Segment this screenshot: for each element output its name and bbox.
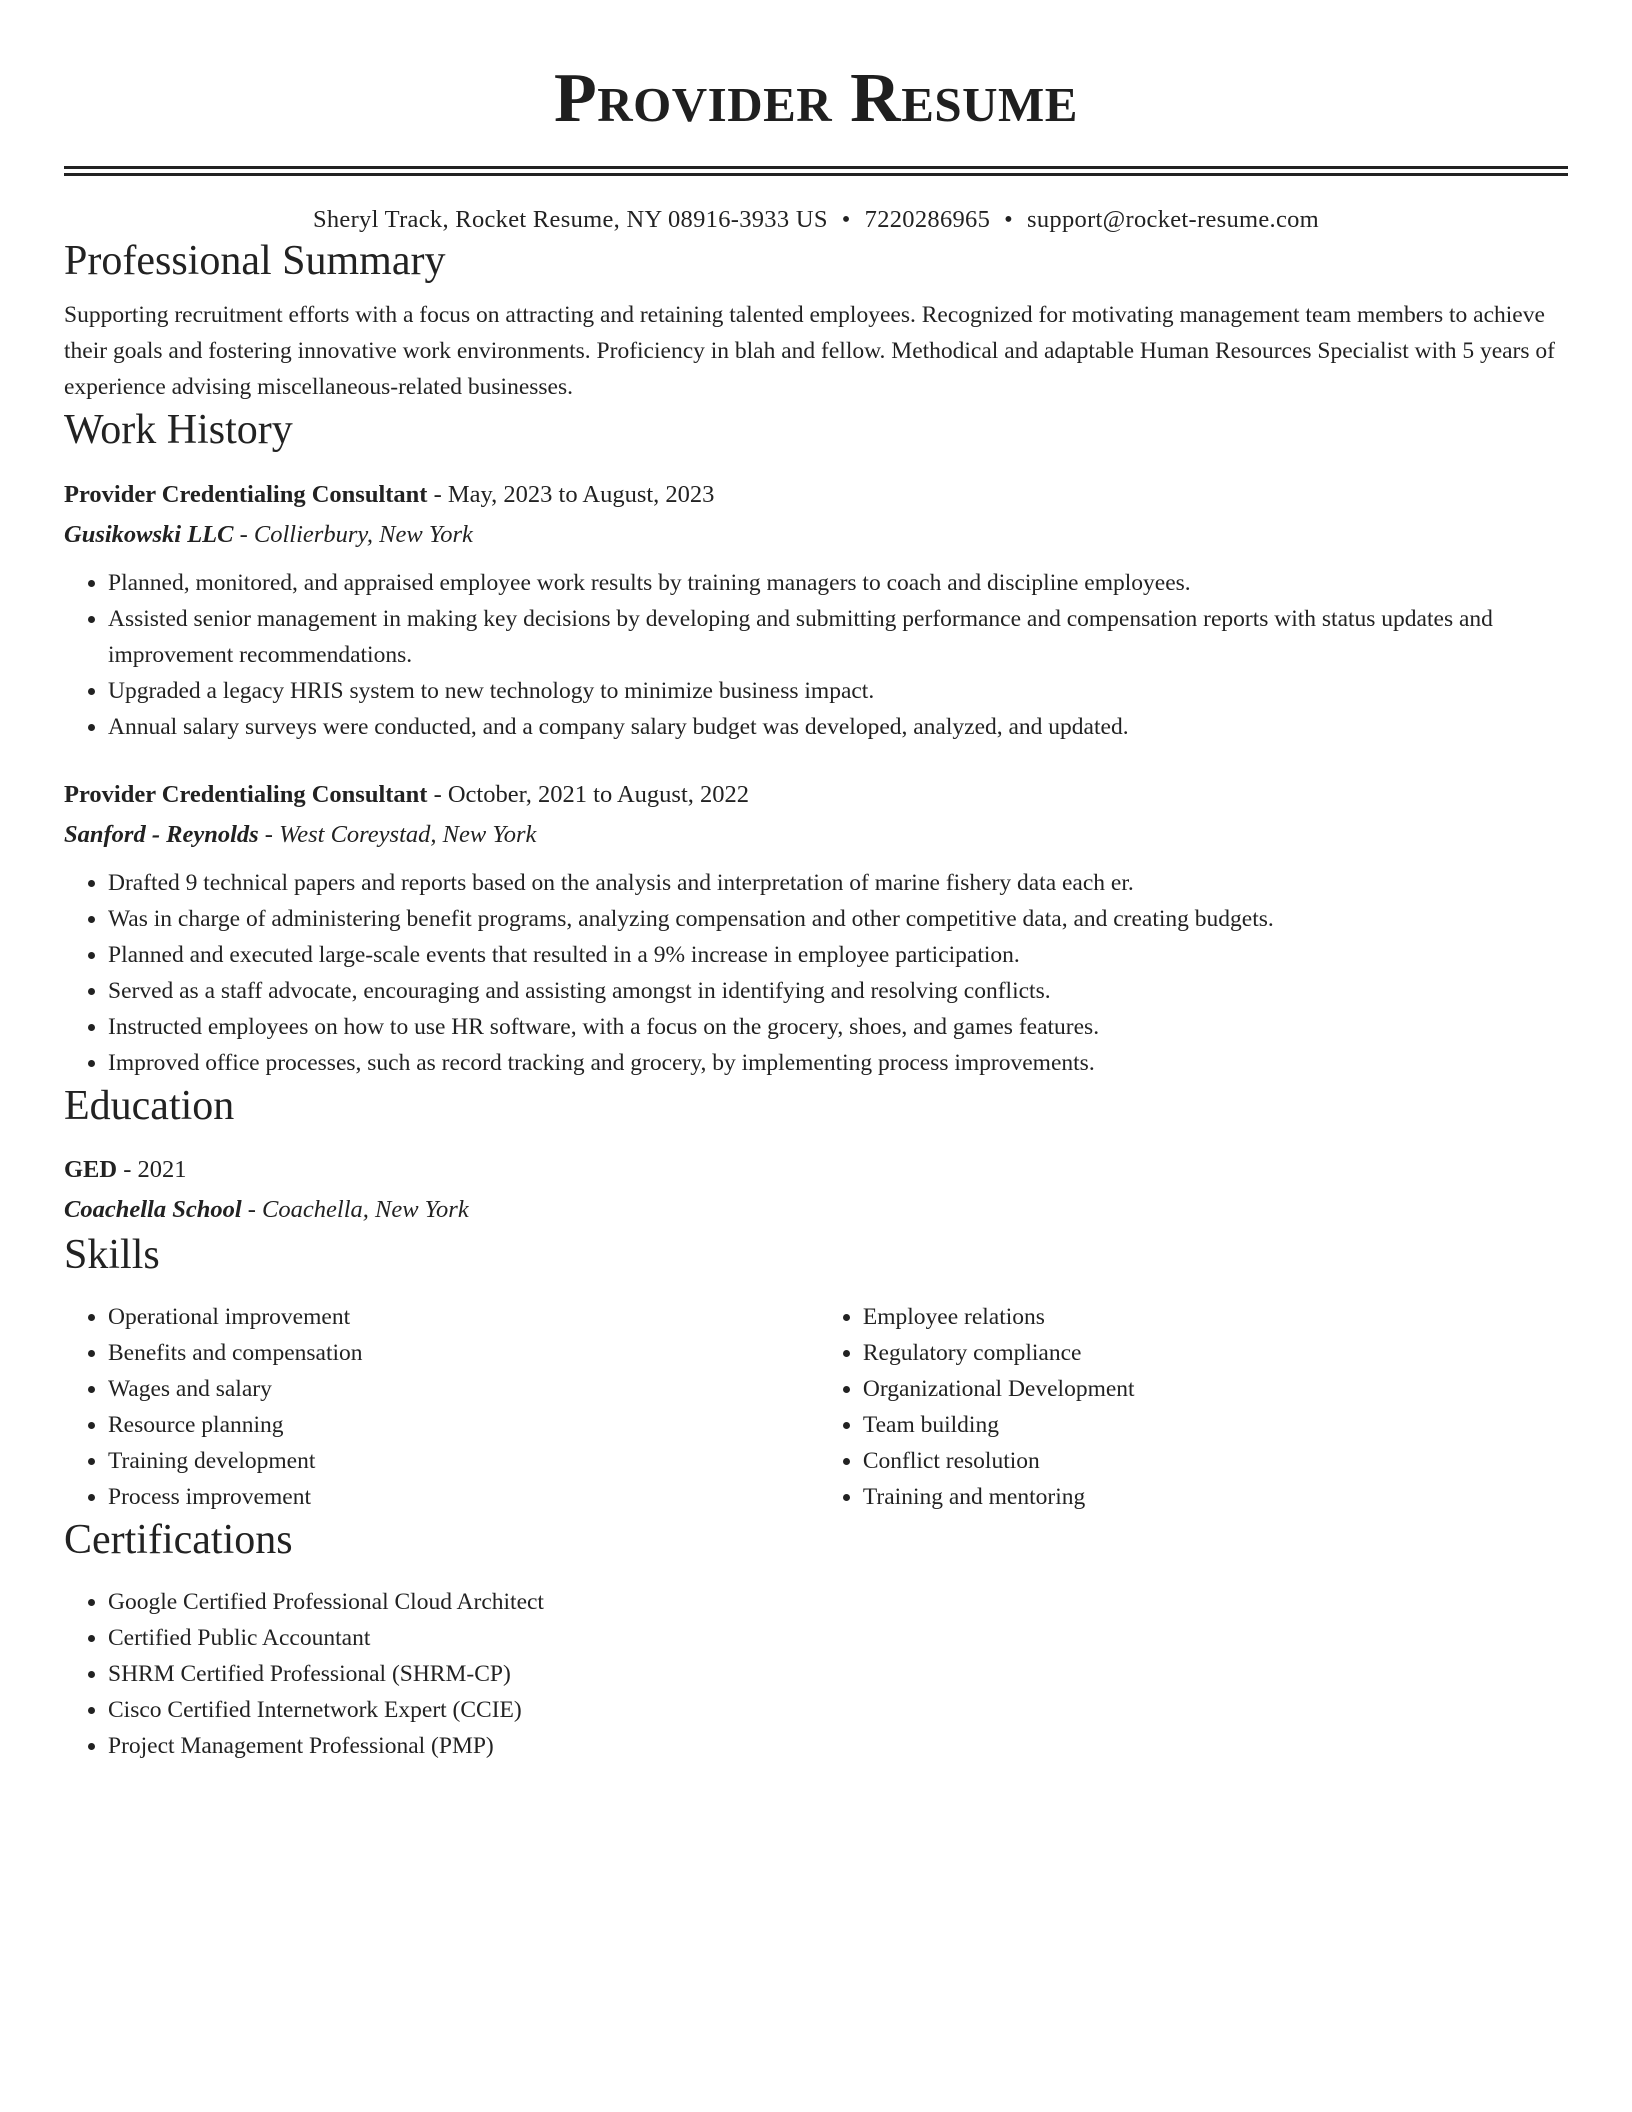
list-item: • Drafted 9 technical papers and reports based on the analysis and interpretation of marine fishery data each er.: [108, 865, 1568, 901]
skills-heading: Skills: [64, 1232, 160, 1278]
list-item: • Operational improvement: [108, 1299, 819, 1335]
list-item: • Process improvement: [108, 1479, 819, 1515]
list-item: • Resource planning: [108, 1407, 819, 1443]
company-location: - West Coreystad, New York: [258, 821, 537, 848]
list-item: • Organizational Development: [863, 1371, 1568, 1407]
job-responsibilities: [64, 565, 1568, 745]
list-item: • Training and mentoring: [863, 1479, 1568, 1515]
contact-email: support@rocket-resume.com: [1027, 206, 1320, 233]
job-title-line: [64, 475, 1568, 515]
education-heading: Education: [64, 1083, 235, 1129]
list-item: • Project Management Professional (PMP): [108, 1728, 1568, 1764]
skills-grid: [64, 1299, 1568, 1515]
list-item: • Improved office processes, such as record tracking and grocery, by implementing process improvements.: [108, 1045, 1568, 1081]
list-item: • Wages and salary: [108, 1371, 819, 1407]
job-dates: - October, 2021 to August, 2022: [427, 781, 750, 808]
contact-separator: •: [841, 206, 851, 233]
list-item: • Assisted senior management in making key decisions by developing and submitting performance and compensation reports with status updates and improvement recommendations.: [108, 601, 1568, 673]
company-location: - Collierbury, New York: [233, 521, 473, 548]
work-history-heading: Work History: [64, 407, 293, 453]
school-line: [64, 1190, 1568, 1230]
contact-line: [64, 204, 1568, 236]
list-item: • Employee relations: [863, 1299, 1568, 1335]
contact-address: Sheryl Track, Rocket Resume, NY 08916-3933 US: [312, 206, 828, 233]
work-entry: [64, 475, 1568, 745]
work-entry: [64, 775, 1568, 1081]
contact-separator: •: [1004, 206, 1014, 233]
list-item: • Team building: [863, 1407, 1568, 1443]
list-item: • Cisco Certified Internetwork Expert (CCIE): [108, 1692, 1568, 1728]
job-dates: - May, 2023 to August, 2023: [427, 481, 715, 508]
degree-line: [64, 1150, 1568, 1190]
list-item: • SHRM Certified Professional (SHRM-CP): [108, 1656, 1568, 1692]
education-entry: [64, 1150, 1568, 1230]
certifications-list: [64, 1584, 1568, 1764]
list-item: • Conflict resolution: [863, 1443, 1568, 1479]
title-double-rule: [64, 166, 1568, 176]
list-item: • Upgraded a legacy HRIS system to new technology to minimize business impact.: [108, 673, 1568, 709]
list-item: • Annual salary surveys were conducted, and a company salary budget was developed, analyzed, and updated.: [108, 709, 1568, 745]
list-item: • Google Certified Professional Cloud Architect: [108, 1584, 1568, 1620]
graduation-year: - 2021: [117, 1156, 187, 1183]
list-item: • Instructed employees on how to use HR software, with a focus on the grocery, shoes, and games features.: [108, 1009, 1568, 1045]
list-item: • Benefits and compensation: [108, 1335, 819, 1371]
skills-column-right: [819, 1299, 1568, 1515]
school-location: - Coachella, New York: [241, 1196, 469, 1223]
resume-title: Provider Resume: [554, 60, 1078, 137]
degree: GED: [64, 1156, 118, 1183]
certifications-heading: Certifications: [64, 1517, 293, 1563]
list-item: • Planned, monitored, and appraised employee work results by training managers to coach and discipline employees.: [108, 565, 1568, 601]
company-line: [64, 815, 1568, 855]
list-item: • Served as a staff advocate, encouraging and assisting amongst in identifying and resolving conflicts.: [108, 973, 1568, 1009]
school-name: Coachella School: [64, 1196, 242, 1223]
list-item: • Regulatory compliance: [863, 1335, 1568, 1371]
list-item: • Was in charge of administering benefit programs, analyzing compensation and other competitive data, and creating budgets.: [108, 901, 1568, 937]
skills-column-left: [64, 1299, 819, 1515]
company-name: Gusikowski LLC: [64, 521, 234, 548]
job-title: Provider Credentialing Consultant: [64, 481, 428, 508]
list-item: • Planned and executed large-scale events that resulted in a 9% increase in employee participation.: [108, 937, 1568, 973]
list-item: • Training development: [108, 1443, 819, 1479]
professional-summary-heading: Professional Summary: [64, 238, 446, 284]
company-line: [64, 515, 1568, 555]
professional-summary-text: Supporting recruitment efforts with a focus on attracting and retaining talented employees. Recognized for motivating management team members to achieve their goals and fostering innovative work environments. Proficiency in blah and fellow. Methodical and adaptable Human Resources Specialist with 5 years of experience advising miscellaneous-related businesses.: [64, 302, 1555, 400]
list-item: • Certified Public Accountant: [108, 1620, 1568, 1656]
company-name: Sanford - Reynolds: [64, 821, 259, 848]
job-title: Provider Credentialing Consultant: [64, 781, 428, 808]
contact-phone: 7220286965: [864, 206, 991, 233]
job-responsibilities: [64, 865, 1568, 1081]
job-title-line: [64, 775, 1568, 815]
